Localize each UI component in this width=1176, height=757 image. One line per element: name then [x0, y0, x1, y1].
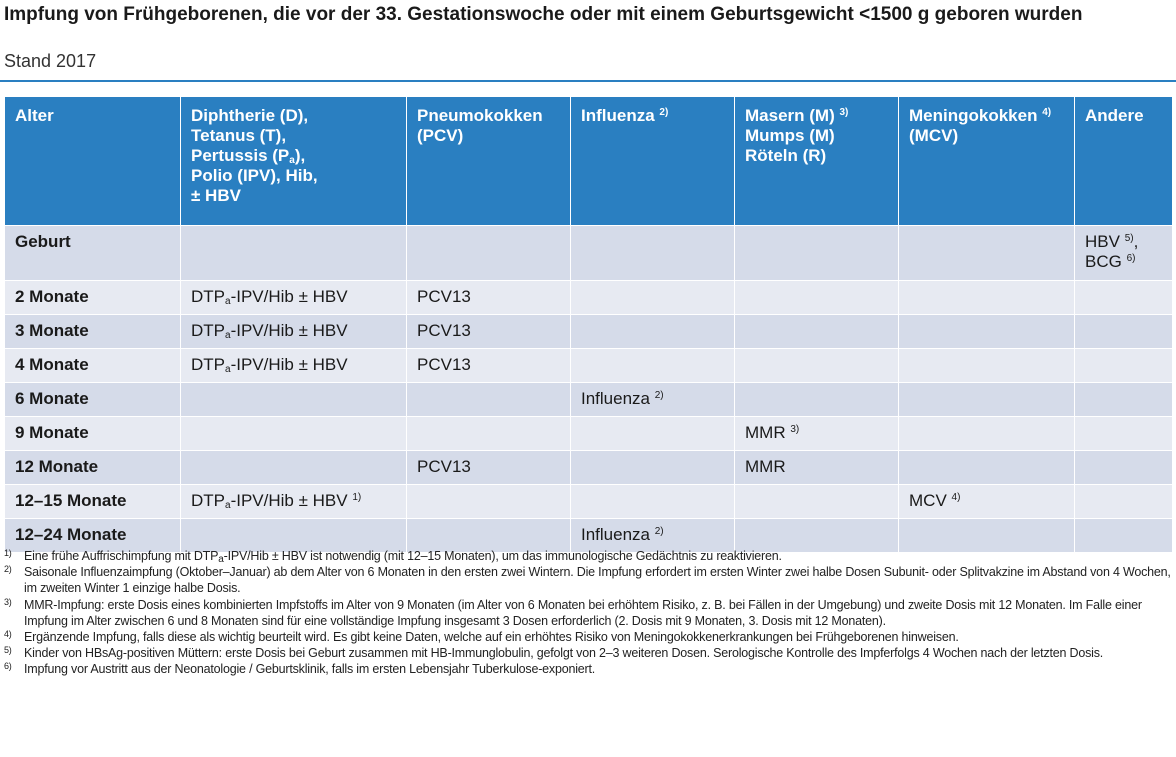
mcv-cell: [899, 451, 1075, 485]
column-header: [899, 97, 1075, 226]
column-header: [181, 97, 407, 226]
other-cell: HBV $^{5)}$, BCG $^{6)}$: [1075, 226, 1173, 281]
other-cell: [1075, 451, 1173, 485]
mcv-cell: MCV $^{4)}$: [899, 485, 1075, 519]
table-row: [5, 226, 1173, 281]
column-header: [571, 97, 735, 226]
age-cell: 12 Monate: [5, 451, 181, 485]
divider: [0, 80, 1176, 82]
column-header: [407, 97, 571, 226]
column-header-line: Meningokokken $^{4)}$: [909, 106, 1052, 125]
mmr-cell: [735, 281, 899, 315]
influenza-cell: [571, 281, 735, 315]
table-row: [5, 383, 1173, 417]
age-cell: 9 Monate: [5, 417, 181, 451]
influenza-cell: [571, 226, 735, 281]
mcv-cell: [899, 383, 1075, 417]
table-row: [5, 451, 1173, 485]
footnote-marker: 2): [4, 564, 12, 575]
dtp-cell: $DTP_a-IPV$/Hib ± HBV $^{1)}$: [181, 485, 407, 519]
table-row: [5, 349, 1173, 383]
other-cell: [1075, 315, 1173, 349]
influenza-cell: [571, 485, 735, 519]
column-header-line: Tetanus (T),: [191, 126, 287, 145]
footnote-marker: 1): [4, 548, 12, 558]
dtp-cell: [181, 226, 407, 281]
column-header-line: (MCV): [909, 126, 959, 145]
pcv-cell: [407, 226, 571, 281]
page-title: Impfung von Frühgeborenen, die vor der 33. Gestationswoche oder mit einem Geburtsgewicht <1500 g geboren wurden: [4, 4, 1083, 25]
footnote: [4, 645, 1172, 661]
influenza-cell: Influenza $^{2)}$: [571, 519, 735, 553]
column-header-line: (PCV): [417, 126, 464, 145]
pcv-cell: PCV13: [407, 281, 571, 315]
dtp-cell: [181, 383, 407, 417]
column-header: [735, 97, 899, 226]
mmr-cell: [735, 226, 899, 281]
other-cell: [1075, 417, 1173, 451]
page-subtitle: Stand 2017: [4, 51, 97, 71]
column-header-line: Mumps (M): [745, 126, 835, 145]
table-row: [5, 417, 1173, 451]
column-header-line: Diphtherie (D),: [191, 106, 309, 125]
footnote-text: Ergänzende Impfung, falls diese als wichtig beurteilt wird. Es gibt keine Daten, welche auf ein erhöhtes Risiko von Meningokokkenerkrankungen bei Frühgeborenen hinweisen.: [24, 630, 959, 645]
footnote-marker: 4): [4, 629, 12, 640]
other-cell: [1075, 281, 1173, 315]
age-cell: Geburt: [5, 226, 181, 281]
mmr-cell: [735, 315, 899, 349]
dtp-cell: $DTP_a-IPV$/Hib ± HBV: [181, 281, 407, 315]
influenza-cell: Influenza $^{2)}$: [571, 383, 735, 417]
column-header-line: Röteln (R): [745, 146, 827, 165]
column-header: [5, 97, 181, 226]
mcv-cell: [899, 281, 1075, 315]
mmr-cell: [735, 349, 899, 383]
table-row: [5, 281, 1173, 315]
pcv-cell: [407, 485, 571, 519]
column-header-line: Andere: [1085, 106, 1144, 125]
footnote: [4, 661, 1172, 677]
footnotes: [4, 548, 1172, 678]
table-header-row: [5, 97, 1173, 226]
pcv-cell: PCV13: [407, 315, 571, 349]
age-cell: 12–15 Monate: [5, 485, 181, 519]
age-cell: 6 Monate: [5, 383, 181, 417]
footnote-text: Impfung vor Austritt aus der Neonatologie / Geburtsklinik, falls im ersten Lebensjahr Tuberkulose-exponiert.: [24, 662, 596, 677]
influenza-cell: [571, 349, 735, 383]
pcv-cell: [407, 417, 571, 451]
other-cell: [1075, 383, 1173, 417]
dtp-cell: [181, 417, 407, 451]
pcv-cell: PCV13: [407, 349, 571, 383]
footnote-marker: 3): [4, 596, 12, 607]
mcv-cell: [899, 349, 1075, 383]
pcv-cell: [407, 383, 571, 417]
vaccination-schedule-table: [4, 96, 1173, 553]
mcv-cell: [899, 315, 1075, 349]
column-header-line: Polio (IPV), Hib,: [191, 166, 318, 185]
column-header-line: Masern (M) $^{3)}$: [745, 106, 849, 125]
dtp-cell: $DTP_a-IPV$/Hib ± HBV: [181, 349, 407, 383]
mcv-cell: [899, 417, 1075, 451]
influenza-cell: [571, 417, 735, 451]
mmr-cell: [735, 383, 899, 417]
column-header: [1075, 97, 1173, 226]
age-cell: 3 Monate: [5, 315, 181, 349]
age-cell: 12–24 Monate: [5, 519, 181, 553]
influenza-cell: [571, 451, 735, 485]
dtp-cell: $DTP_a-IPV$/Hib ± HBV: [181, 315, 407, 349]
footnote: [4, 548, 1172, 564]
footnote-text: Kinder von HBsAg-positiven Müttern: erste Dosis bei Geburt zusammen mit HB-Immunglobulin, gefolgt von 2–3 weiteren Dosen. Serologische Kontrolle des Impferfolgs 4 Wochen nach der letzten Dosis.: [24, 646, 1104, 661]
footnote: [4, 564, 1172, 596]
footnote: [4, 629, 1172, 645]
age-cell: 2 Monate: [5, 281, 181, 315]
mcv-cell: [899, 226, 1075, 281]
footnote-text: Eine frühe Auffrischimpfung mit $DTP_a-IPV$/Hib ± HBV ist notwendig (mit 12–15 Monaten), um das immunologische Gedächtnis zu reaktivieren.: [24, 549, 782, 565]
influenza-cell: [571, 315, 735, 349]
column-header-line: ± HBV: [191, 186, 241, 205]
age-cell: 4 Monate: [5, 349, 181, 383]
table-row: [5, 485, 1173, 519]
mmr-cell: [735, 485, 899, 519]
column-header-line: Pertussis $(P_a)$,: [191, 146, 306, 166]
footnote-marker: 5): [4, 645, 12, 656]
column-header-line: Alter: [15, 106, 54, 125]
other-cell: [1075, 485, 1173, 519]
column-header-line: Pneumokokken: [417, 106, 543, 125]
footnote: [4, 597, 1172, 629]
footnote-text: MMR-Impfung: erste Dosis eines kombinierten Impfstoffs im Alter von 9 Monaten (im Alter von 6 Monaten bei erhöhtem Risiko, z. B. bei Fällen in der Umgebung) und zweite Dosis mit 12 Monaten. Im Falle einer Impfung im Alter zwischen 6 und 8 Monaten sind für eine vollständige Impfung insgesamt 3 Dosen erforderlich (2. Dosis mit 9 Monaten, 3. Dosis mit 12 Monaten).: [24, 597, 1142, 628]
mmr-cell: MMR: [735, 451, 899, 485]
footnote-text: Saisonale Influenzaimpfung (Oktober–Januar) ab dem Alter von 6 Monaten in den ersten zwei Wintern. Die Impfung erfordert im ersten Winter zwei halbe Dosen Subunit- oder Splitvakzine im Abstand von 4 Wochen, im zweiten Winter 1 einzige halbe Dosis.: [24, 565, 1171, 596]
footnote-marker: 6): [4, 661, 12, 672]
column-header-line: Influenza $^{2)}$: [581, 106, 669, 125]
table-row: [5, 315, 1173, 349]
dtp-cell: [181, 451, 407, 485]
other-cell: [1075, 349, 1173, 383]
mmr-cell: MMR $^{3)}$: [735, 417, 899, 451]
pcv-cell: PCV13: [407, 451, 571, 485]
